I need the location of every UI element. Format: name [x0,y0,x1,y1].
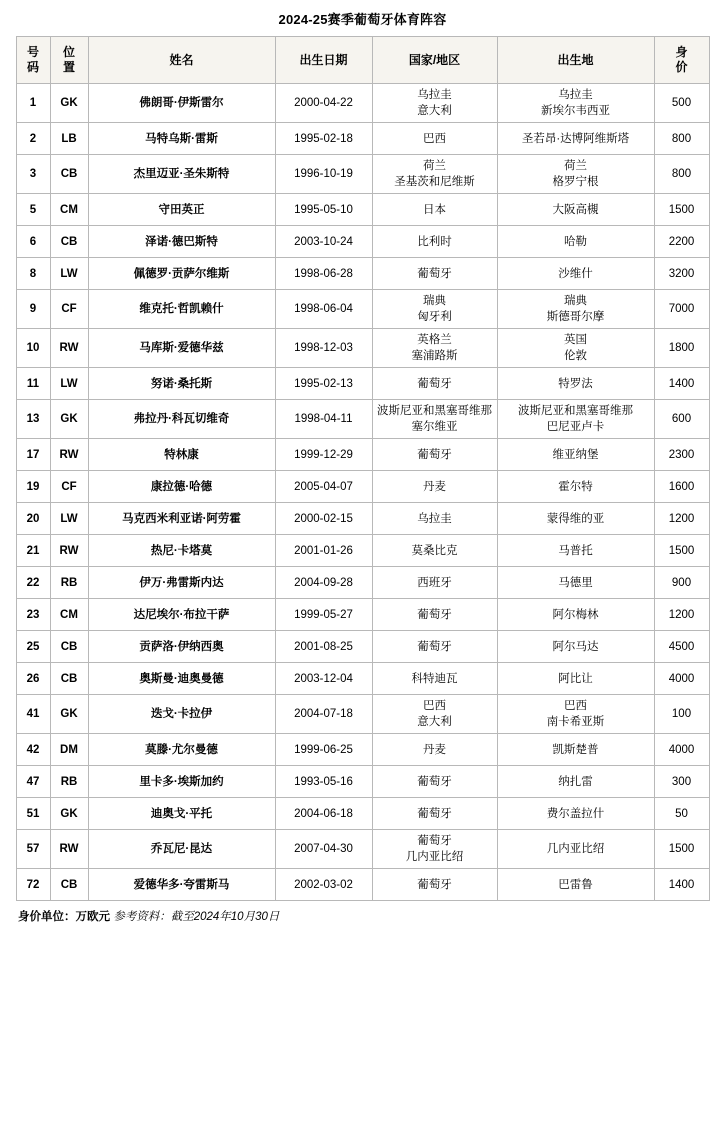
cell-country: 葡萄牙 [372,368,497,400]
cell-birthplace: 哈勒 [497,226,654,258]
cell-value: 50 [654,798,709,830]
cell-number: 9 [16,290,50,329]
cell-position: RW [50,439,88,471]
roster-table [16,36,710,901]
table-row [16,123,709,155]
cell-value: 1500 [654,194,709,226]
table-row [16,535,709,567]
cell-name: 守田英正 [88,194,275,226]
cell-country: 日本 [372,194,497,226]
value-unit-note: 身价单位：万欧元 [18,911,110,923]
cell-number: 47 [16,766,50,798]
cell-value: 1400 [654,869,709,901]
cell-number: 22 [16,567,50,599]
cell-dob: 1993-05-16 [275,766,372,798]
cell-dob: 1998-04-11 [275,400,372,439]
cell-name: 佩德罗·贡萨尔维斯 [88,258,275,290]
cell-country: 葡萄牙 [372,599,497,631]
cell-value: 4000 [654,663,709,695]
cell-dob: 1998-12-03 [275,329,372,368]
table-row [16,226,709,258]
cell-value: 1500 [654,535,709,567]
table-row [16,599,709,631]
cell-birthplace: 费尔盖拉什 [497,798,654,830]
cell-country: 葡萄牙 [372,439,497,471]
cell-birthplace: 马普托 [497,535,654,567]
cell-position: RW [50,830,88,869]
cell-name: 乔瓦尼·昆达 [88,830,275,869]
cell-name: 热尼·卡塔莫 [88,535,275,567]
cell-position: CM [50,599,88,631]
cell-birthplace: 霍尔特 [497,471,654,503]
cell-dob: 2003-12-04 [275,663,372,695]
cell-name: 佛朗哥·伊斯雷尔 [88,84,275,123]
column-header-country: 国家/地区 [372,37,497,84]
table-row [16,663,709,695]
source-note: 参考资料：截至2024年10月30日 [113,911,280,923]
cell-dob: 2005-04-07 [275,471,372,503]
cell-value: 7000 [654,290,709,329]
cell-number: 11 [16,368,50,400]
cell-value: 600 [654,400,709,439]
cell-number: 41 [16,695,50,734]
cell-value: 300 [654,766,709,798]
cell-value: 2300 [654,439,709,471]
cell-position: CB [50,631,88,663]
cell-country: 乌拉圭 [372,503,497,535]
cell-country: 英格兰 塞浦路斯 [372,329,497,368]
cell-country: 丹麦 [372,471,497,503]
cell-country: 葡萄牙 几内亚比绍 [372,830,497,869]
cell-position: GK [50,400,88,439]
table-row [16,567,709,599]
cell-birthplace: 马德里 [497,567,654,599]
table-row [16,194,709,226]
table-row [16,631,709,663]
cell-dob: 1999-06-25 [275,734,372,766]
cell-position: RB [50,567,88,599]
cell-birthplace: 圣若昂·达博阿维斯塔 [497,123,654,155]
table-row [16,734,709,766]
cell-value: 500 [654,84,709,123]
cell-number: 26 [16,663,50,695]
cell-number: 23 [16,599,50,631]
cell-value: 3200 [654,258,709,290]
cell-position: CB [50,226,88,258]
cell-number: 13 [16,400,50,439]
cell-position: RB [50,766,88,798]
cell-value: 800 [654,123,709,155]
header-row [16,37,709,84]
table-row [16,84,709,123]
cell-value: 900 [654,567,709,599]
cell-dob: 2004-06-18 [275,798,372,830]
table-body [16,84,709,901]
cell-name: 马克西米利亚诺·阿劳霍 [88,503,275,535]
cell-name: 莫滕·尤尔曼德 [88,734,275,766]
table-footnote [16,901,709,924]
cell-position: CF [50,290,88,329]
cell-name: 泽诺·德巴斯特 [88,226,275,258]
cell-position: CB [50,663,88,695]
cell-birthplace: 巴雷鲁 [497,869,654,901]
table-row [16,400,709,439]
cell-position: CB [50,155,88,194]
cell-value: 1400 [654,368,709,400]
cell-country: 西班牙 [372,567,497,599]
cell-position: RW [50,535,88,567]
cell-dob: 1999-12-29 [275,439,372,471]
cell-name: 贡萨洛·伊纳西奥 [88,631,275,663]
cell-birthplace: 纳扎雷 [497,766,654,798]
cell-birthplace: 阿尔梅林 [497,599,654,631]
cell-name: 奥斯曼·迪奥曼德 [88,663,275,695]
cell-value: 4500 [654,631,709,663]
cell-dob: 2007-04-30 [275,830,372,869]
cell-birthplace: 几内亚比绍 [497,830,654,869]
cell-birthplace: 蒙得维的亚 [497,503,654,535]
cell-position: LB [50,123,88,155]
table-row [16,798,709,830]
cell-country: 巴西 [372,123,497,155]
cell-dob: 1996-10-19 [275,155,372,194]
cell-birthplace: 巴西 南卡希亚斯 [497,695,654,734]
cell-number: 51 [16,798,50,830]
cell-value: 800 [654,155,709,194]
cell-country: 葡萄牙 [372,766,497,798]
cell-dob: 2002-03-02 [275,869,372,901]
cell-name: 维克托·哲凯赖什 [88,290,275,329]
cell-dob: 2004-09-28 [275,567,372,599]
page-title: 2024-25赛季葡萄牙体育阵容 [278,12,447,27]
cell-name: 弗拉丹·科瓦切维奇 [88,400,275,439]
cell-country: 葡萄牙 [372,258,497,290]
cell-position: DM [50,734,88,766]
cell-value: 1200 [654,503,709,535]
cell-birthplace: 阿尔马达 [497,631,654,663]
cell-country: 巴西 意大利 [372,695,497,734]
cell-number: 3 [16,155,50,194]
cell-name: 爱德华多·夸雷斯马 [88,869,275,901]
table-row [16,329,709,368]
table-header [16,37,709,84]
cell-number: 57 [16,830,50,869]
cell-dob: 2001-01-26 [275,535,372,567]
column-header-name: 姓名 [88,37,275,84]
cell-dob: 2000-04-22 [275,84,372,123]
cell-position: CM [50,194,88,226]
cell-country: 葡萄牙 [372,798,497,830]
cell-number: 8 [16,258,50,290]
table-row [16,439,709,471]
cell-country: 比利时 [372,226,497,258]
cell-number: 17 [16,439,50,471]
cell-dob: 1995-02-13 [275,368,372,400]
cell-dob: 1998-06-28 [275,258,372,290]
table-row [16,368,709,400]
cell-position: CB [50,869,88,901]
cell-number: 2 [16,123,50,155]
cell-country: 莫桑比克 [372,535,497,567]
cell-birthplace: 荷兰 格罗宁根 [497,155,654,194]
column-header-number: 号 码 [16,37,50,84]
cell-value: 1600 [654,471,709,503]
cell-birthplace: 瑞典 斯德哥尔摩 [497,290,654,329]
cell-number: 19 [16,471,50,503]
table-row [16,695,709,734]
cell-dob: 2004-07-18 [275,695,372,734]
cell-dob: 1995-02-18 [275,123,372,155]
cell-country: 葡萄牙 [372,631,497,663]
cell-position: GK [50,798,88,830]
cell-name: 迭戈·卡拉伊 [88,695,275,734]
cell-dob: 2000-02-15 [275,503,372,535]
cell-name: 里卡多·埃斯加约 [88,766,275,798]
cell-country: 荷兰 圣基茨和尼维斯 [372,155,497,194]
cell-position: LW [50,503,88,535]
column-header-position: 位 置 [50,37,88,84]
cell-birthplace: 凯斯楚普 [497,734,654,766]
cell-value: 100 [654,695,709,734]
cell-position: GK [50,695,88,734]
cell-birthplace: 英国 伦敦 [497,329,654,368]
cell-country: 葡萄牙 [372,869,497,901]
table-row [16,869,709,901]
cell-position: LW [50,368,88,400]
table-row [16,290,709,329]
cell-birthplace: 阿比让 [497,663,654,695]
cell-value: 2200 [654,226,709,258]
column-header-birthplace: 出生地 [497,37,654,84]
cell-birthplace: 沙维什 [497,258,654,290]
cell-birthplace: 维亚纳堡 [497,439,654,471]
cell-number: 72 [16,869,50,901]
cell-number: 20 [16,503,50,535]
cell-value: 1500 [654,830,709,869]
table-row [16,830,709,869]
cell-name: 马库斯·爱德华兹 [88,329,275,368]
cell-position: LW [50,258,88,290]
table-row [16,155,709,194]
table-row [16,258,709,290]
cell-number: 1 [16,84,50,123]
cell-name: 马特乌斯·雷斯 [88,123,275,155]
cell-country: 丹麦 [372,734,497,766]
cell-dob: 2003-10-24 [275,226,372,258]
cell-birthplace: 波斯尼亚和黑塞哥维那 巴尼亚卢卡 [497,400,654,439]
cell-name: 康拉德·哈德 [88,471,275,503]
column-header-dob: 出生日期 [275,37,372,84]
cell-value: 1200 [654,599,709,631]
cell-number: 6 [16,226,50,258]
cell-country: 乌拉圭 意大利 [372,84,497,123]
cell-dob: 1998-06-04 [275,290,372,329]
cell-country: 波斯尼亚和黑塞哥维那 塞尔维亚 [372,400,497,439]
cell-country: 瑞典 匈牙利 [372,290,497,329]
cell-dob: 2001-08-25 [275,631,372,663]
cell-value: 4000 [654,734,709,766]
cell-number: 5 [16,194,50,226]
table-row [16,766,709,798]
cell-name: 达尼埃尔·布拉干萨 [88,599,275,631]
cell-value: 1800 [654,329,709,368]
cell-birthplace: 乌拉圭 新埃尔韦西亚 [497,84,654,123]
cell-number: 21 [16,535,50,567]
cell-name: 杰里迈亚·圣朱斯特 [88,155,275,194]
cell-name: 努诺·桑托斯 [88,368,275,400]
cell-position: RW [50,329,88,368]
cell-birthplace: 特罗法 [497,368,654,400]
cell-number: 42 [16,734,50,766]
table-row [16,503,709,535]
column-header-value: 身 价 [654,37,709,84]
cell-name: 伊万·弗雷斯内达 [88,567,275,599]
table-row [16,471,709,503]
cell-number: 10 [16,329,50,368]
cell-position: CF [50,471,88,503]
cell-dob: 1999-05-27 [275,599,372,631]
cell-country: 科特迪瓦 [372,663,497,695]
cell-dob: 1995-05-10 [275,194,372,226]
cell-number: 25 [16,631,50,663]
cell-name: 迪奥戈·平托 [88,798,275,830]
cell-position: GK [50,84,88,123]
cell-birthplace: 大阪高槻 [497,194,654,226]
cell-name: 特林康 [88,439,275,471]
